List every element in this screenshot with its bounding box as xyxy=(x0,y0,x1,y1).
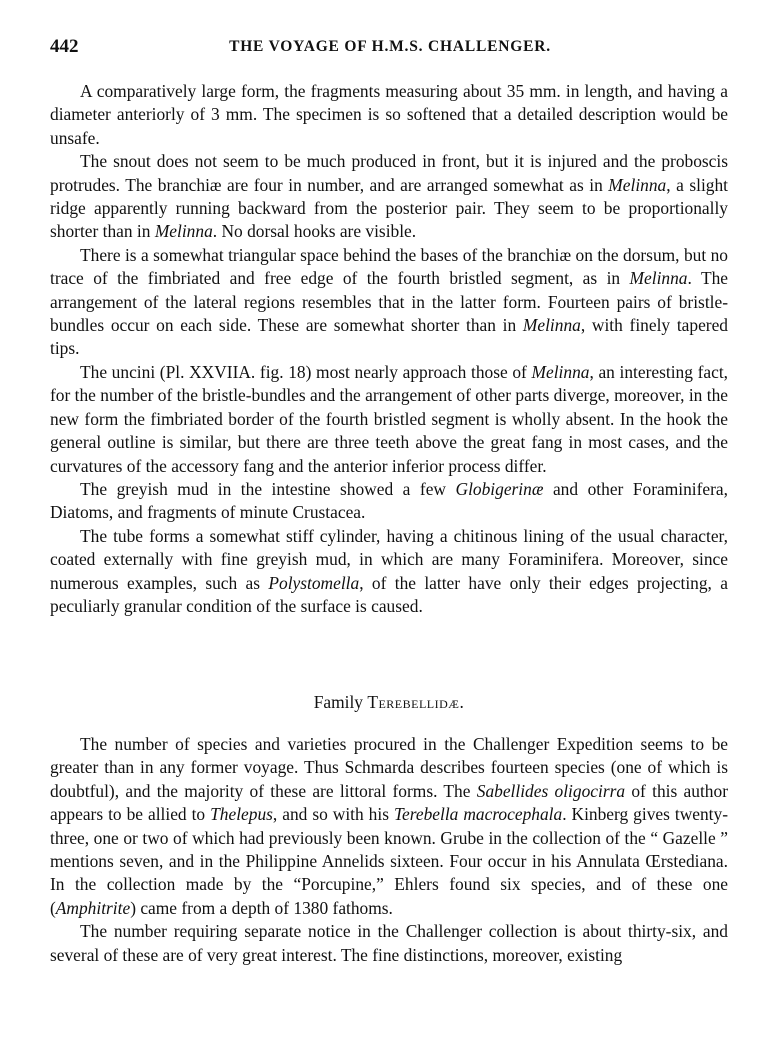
taxon-name: Sabellides oligocirra xyxy=(476,780,626,801)
paragraph: The greyish mud in the intestine showed a few Globigerinæ and other Foraminifera, Diatoms, and fragments of minute Crustacea. xyxy=(50,478,728,523)
taxon-name: Terebella macrocephala xyxy=(393,804,563,825)
taxon-name: Melinna xyxy=(522,315,581,336)
taxon-name: Melinna xyxy=(531,361,590,382)
taxon-name: Amphitrite xyxy=(55,897,131,918)
taxon-name: Globigerinæ xyxy=(455,478,544,499)
page-header xyxy=(50,36,730,62)
paragraph: There is a somewhat triangular space behind the bases of the branchiæ on the dorsum, but no trace of the fimbriated and free edge of the fourth bristled segment, as in Melinna. The arrangement of the lateral regions resembles that in the latter form. Fourteen pairs of bristle-bundles occur on each side. These are somewhat shorter than in Melinna, with finely tapered tips. xyxy=(50,244,728,359)
taxon-name: Melinna xyxy=(154,221,213,242)
species-description-section xyxy=(50,80,728,618)
page-number: 442 xyxy=(50,36,79,57)
family-name: Terebellidæ. xyxy=(367,692,465,712)
taxon-name: Thelepus xyxy=(210,804,273,825)
paragraph: A comparatively large form, the fragments measuring about 35 mm. in length, and having a diameter anteriorly of 3 mm. The specimen is so softened that a detailed description would be unsafe. xyxy=(50,81,728,148)
taxon-name: Melinna xyxy=(608,174,667,195)
family-heading: Family Terebellidæ. xyxy=(313,692,465,712)
paragraph: The number requiring separate notice in the Challenger collection is about thirty-six, and several of these are of very great interest. The fine distinctions, moreover, existing xyxy=(50,921,728,965)
paragraph: The snout does not seem to be much produced in front, but it is injured and the proboscis protrudes. The branchiæ are four in number, and are arranged somewhat as in Melinna, a slight ridge apparently running backward from the posterior pair. They seem to be proportionally shorter than in Melinna. No dorsal hooks are visible. xyxy=(50,151,728,242)
taxon-name: Polystomella xyxy=(268,572,360,593)
running-title: THE VOYAGE OF H.M.S. CHALLENGER. xyxy=(229,38,551,55)
family-introduction-section xyxy=(50,733,728,967)
taxon-name: Melinna xyxy=(629,268,688,289)
paragraph: The uncini (Pl. XXVIIA. fig. 18) most nearly approach those of Melinna, an interesting fact, for the number of the bristle-bundles and the arrangement of other parts diverge, moreover, in the new form the fimbriated border of the fourth bristled segment is wholly absent. In the hook the general outline is similar, but there are three teeth above the great fang in most cases, and the curvatures of the accessory fang and the anterior inferior process differ. xyxy=(50,361,728,476)
paragraph: The tube forms a somewhat stiff cylinder, having a chitinous lining of the usual character, coated externally with fine greyish mud, in which are many Foraminifera. Moreover, since numerous examples, such as Polystomella, of the latter have only their edges projecting, a peculiarly granular condition of the surface is caused. xyxy=(50,525,728,616)
paragraph: The number of species and varieties procured in the Challenger Expedition seems to be greater than in any former voyage. Thus Schmarda describes fourteen species (one of which is doubtful), and the majority of these are littoral forms. The Sabellides oligocirra of this author appears to be allied to Thelepus, and so with his Terebella macrocephala. Kinberg gives twenty-three, one or two of which had previously been known. Grube in the collection of the “ Gazelle ” mentions seven, and in the Philippine Annelids sixteen. Four occur in his Annulata Œrstediana. In the collection made by the “Porcupine,” Ehlers found six species, and of these one (Amphitrite) came from a depth of 1380 fathoms. xyxy=(50,734,728,918)
